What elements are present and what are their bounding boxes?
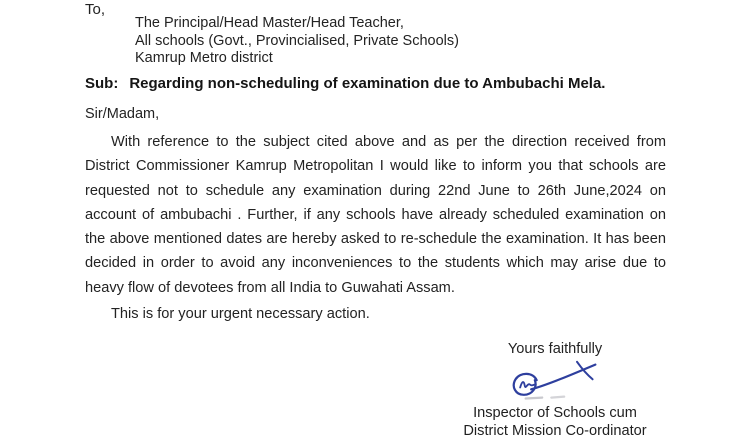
recipient-line: All schools (Govt., Provincialised, Private Schools) xyxy=(135,32,459,49)
body-paragraph: With reference to the subject cited above and as per the direction received from District Commissioner Kamrup Metropolitan I would like to inform you that schools are requested not to schedule any examination during 22nd June to 26th June,2024 on account of ambubachi . Further, if any schools have already scheduled examination on the above mentioned dates are hereby asked to re-schedule the examination. It has been decided in order to avoid any inconveniences to the students which may arise due to heavy flow of devotees from all India to Guwahati Assam. xyxy=(85,134,666,296)
greeting: Sir/Madam, xyxy=(85,106,160,122)
recipient-line: Kamrup Metro district xyxy=(135,50,273,66)
valediction: Yours faithfully xyxy=(507,341,603,357)
closing-line: This is for your urgent necessary action. xyxy=(111,306,370,322)
signatory-title-line: Inspector of Schools cum xyxy=(473,405,637,421)
subject-label: Sub: xyxy=(85,75,119,92)
subject-line xyxy=(85,75,605,92)
subject-text: Regarding non-scheduling of examination due to Ambubachi Mela. xyxy=(129,75,606,92)
signatory-title-line: District Mission Co-ordinator xyxy=(463,423,647,439)
recipient-block xyxy=(135,15,459,68)
handwritten-signature-icon xyxy=(425,360,685,404)
signature-block xyxy=(425,340,685,440)
to-label: To, xyxy=(85,1,106,18)
recipient-line: The Principal/Head Master/Head Teacher, xyxy=(135,15,404,31)
